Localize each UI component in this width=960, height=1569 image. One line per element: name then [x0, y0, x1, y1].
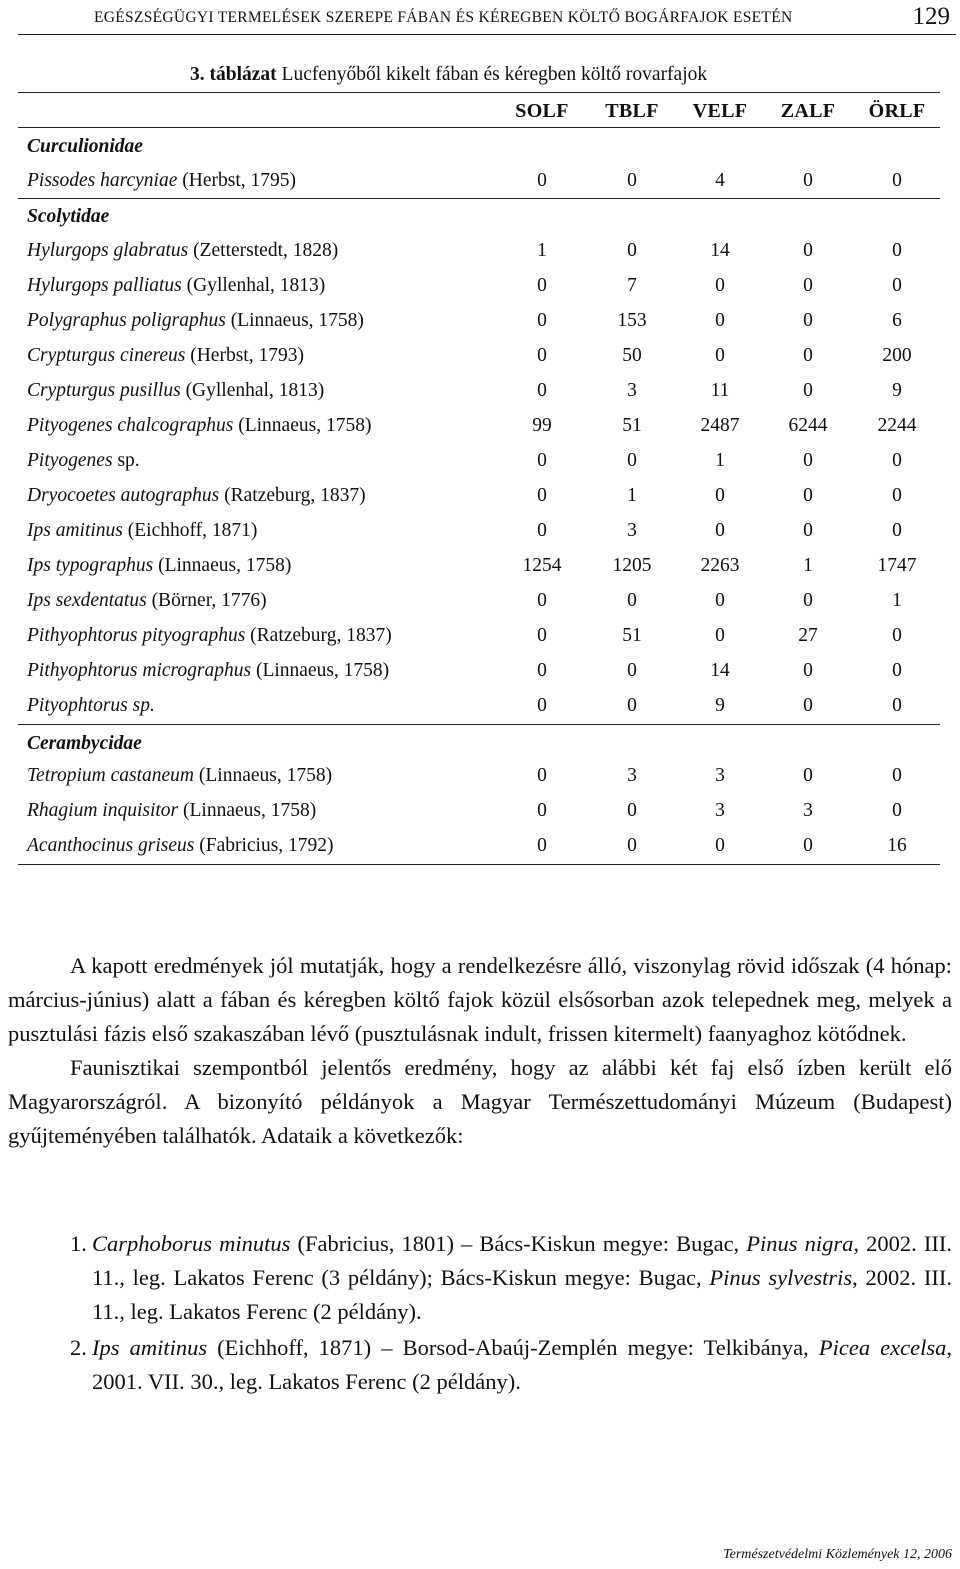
page-number: 129 — [912, 3, 950, 30]
value-cell: 51 — [622, 415, 642, 436]
taxon-name: Hylurgops glabratus — [27, 240, 189, 261]
value-cell: 0 — [715, 485, 725, 506]
species-cell — [27, 660, 389, 682]
value-cell: 0 — [803, 275, 813, 296]
taxon-name: Rhagium inquisitor — [27, 800, 179, 821]
value-cell: 0 — [537, 485, 547, 506]
taxon-author: (Fabricius, 1792) — [194, 835, 334, 856]
taxon-name: Hylurgops palliatus — [27, 275, 182, 296]
value-cell: 0 — [803, 240, 813, 261]
taxon-name: Ips sexdentatus — [27, 590, 147, 611]
table-row — [27, 450, 947, 480]
list-item — [8, 1227, 952, 1329]
value-cell: 7 — [627, 275, 637, 296]
value-cell: 0 — [892, 695, 902, 716]
value-cell: 0 — [715, 590, 725, 611]
list-item — [8, 1331, 952, 1399]
value-cell: 0 — [803, 380, 813, 401]
value-cell: 0 — [627, 800, 637, 821]
results-paragraph — [8, 949, 952, 1153]
taxon-author: (Ratzeburg, 1837) — [245, 625, 392, 646]
table-row — [27, 555, 947, 585]
taxon-name: Crypturgus pusillus — [27, 380, 181, 401]
taxon-author: (Linnaeus, 1758) — [251, 660, 390, 681]
value-cell: 0 — [892, 240, 902, 261]
value-cell: 0 — [537, 835, 547, 856]
value-cell: 0 — [537, 800, 547, 821]
value-cell: 0 — [803, 170, 813, 191]
value-cell: 51 — [622, 625, 642, 646]
record-text: (Eichhoff, 1871) – Borsod-Abaúj-Zemplén megye: Telkibánya, — [207, 1335, 819, 1360]
value-cell: 0 — [715, 835, 725, 856]
taxon-author: (Eichhoff, 1871) — [122, 520, 258, 541]
family-heading-cerambycidae: Cerambycidae — [27, 733, 142, 754]
record-text: , 2002. III. 11., leg. Lakatos Ferenc (2 példány). — [92, 1265, 952, 1324]
list-number: 1. — [70, 1231, 87, 1256]
value-cell: 0 — [715, 520, 725, 541]
table-row — [27, 625, 947, 655]
value-cell: 0 — [537, 450, 547, 471]
value-cell: 0 — [715, 345, 725, 366]
species-cell — [27, 345, 304, 367]
taxon-name: Tetropium castaneum — [27, 765, 195, 786]
family-heading-curculionidae: Curculionidae — [27, 136, 143, 157]
table-number: 3. táblázat — [190, 64, 277, 85]
table-row — [27, 310, 947, 340]
host-name: Pinus nigra — [746, 1231, 854, 1256]
value-cell: 50 — [622, 345, 642, 366]
taxon-name: Polygraphus poligraphus — [27, 310, 226, 331]
value-cell: 0 — [803, 835, 813, 856]
journal-footer: Természetvédelmi Közlemények 12, 2006 — [723, 1547, 952, 1562]
species-cell — [27, 800, 316, 822]
taxon-author: (Linnaeus, 1758) — [153, 555, 292, 576]
value-cell: 1 — [627, 485, 637, 506]
taxon-name: Pityogenes chalcographus — [27, 415, 234, 436]
value-cell: 9 — [715, 695, 725, 716]
species-cell — [27, 625, 392, 647]
table-row — [27, 695, 947, 725]
table-row — [27, 275, 947, 305]
host-name: Picea excelsa — [818, 1335, 947, 1360]
value-cell: 3 — [803, 800, 813, 821]
value-cell: 1747 — [877, 555, 917, 576]
value-cell: 6 — [892, 310, 902, 331]
column-header-orlf: ÖRLF — [868, 100, 926, 122]
value-cell: 2263 — [700, 555, 740, 576]
taxon-name: Pithyophtorus micrographus — [27, 660, 252, 681]
species-name: Ips amitinus — [92, 1335, 208, 1360]
value-cell: 0 — [627, 450, 637, 471]
value-cell: 0 — [803, 345, 813, 366]
value-cell: 0 — [803, 590, 813, 611]
species-cell — [27, 765, 332, 787]
value-cell: 99 — [532, 415, 552, 436]
paragraph-text: Faunisztikai szempontból jelentős eredmény, hogy az alábbi két faj első ízben került elő Magyarországról. A bizonyító példányok a Magyar Természettudományi Múzeum (Budapest) gyűjteményében találhatók. Adataik a következők: — [8, 1055, 952, 1148]
list-number: 2. — [70, 1335, 87, 1360]
value-cell: 0 — [537, 520, 547, 541]
value-cell: 0 — [803, 485, 813, 506]
taxon-name: Acanthocinus griseus — [27, 835, 195, 856]
table-row — [27, 170, 947, 200]
host-name: Pinus sylvestris — [709, 1265, 853, 1290]
value-cell: 3 — [627, 520, 637, 541]
value-cell: 0 — [803, 660, 813, 681]
value-cell: 0 — [537, 765, 547, 786]
column-header-zalf: ZALF — [780, 100, 836, 122]
value-cell: 9 — [892, 380, 902, 401]
table-row — [27, 800, 947, 830]
table-row — [27, 520, 947, 550]
value-cell: 14 — [710, 240, 730, 261]
running-header — [18, 3, 956, 35]
taxon-author: (Zetterstedt, 1828) — [188, 240, 339, 261]
value-cell: 2487 — [700, 415, 740, 436]
value-cell: 0 — [803, 450, 813, 471]
species-cell — [27, 240, 338, 262]
taxon-name: Ips typographus — [27, 555, 154, 576]
table-row — [27, 660, 947, 690]
value-cell: 0 — [892, 625, 902, 646]
value-cell: 3 — [627, 765, 637, 786]
value-cell: 0 — [627, 660, 637, 681]
value-cell: 0 — [627, 695, 637, 716]
species-cell — [27, 450, 140, 472]
value-cell: 0 — [627, 170, 637, 191]
taxon-name: Crypturgus cinereus — [27, 345, 186, 366]
column-header-solf: SOLF — [515, 100, 569, 122]
value-cell: 0 — [892, 800, 902, 821]
species-cell — [27, 520, 257, 542]
taxon-author: (Gyllenhal, 1813) — [180, 380, 325, 401]
value-cell: 0 — [537, 695, 547, 716]
table-row — [27, 835, 947, 865]
value-cell: 6244 — [788, 415, 828, 436]
value-cell: 0 — [892, 170, 902, 191]
value-cell: 0 — [892, 485, 902, 506]
value-cell: 27 — [798, 625, 818, 646]
taxon-name: Dryocoetes autographus — [27, 485, 220, 506]
species-cell — [27, 695, 155, 717]
record-list — [8, 1227, 952, 1399]
species-cell — [27, 835, 334, 857]
taxon-name: Pityogenes — [27, 450, 113, 471]
column-header-tblf: TBLF — [605, 100, 659, 122]
table-row — [27, 485, 947, 515]
running-title: EGÉSZSÉGÜGYI TERMELÉSEK SZEREPE FÁBAN ÉS KÉREGBEN KÖLTŐ BOGÁRFAJOK ESETÉN — [94, 9, 793, 26]
table-row — [27, 345, 947, 375]
table-caption — [190, 64, 707, 86]
value-cell: 3 — [627, 380, 637, 401]
species-name: Carphoborus minutus — [92, 1231, 291, 1256]
value-cell: 0 — [892, 450, 902, 471]
value-cell: 0 — [537, 310, 547, 331]
value-cell: 1205 — [612, 555, 652, 576]
value-cell: 1 — [715, 450, 725, 471]
taxon-author: (Herbst, 1793) — [185, 345, 304, 366]
value-cell: 0 — [892, 275, 902, 296]
value-cell: 0 — [537, 170, 547, 191]
value-cell: 2244 — [877, 415, 917, 436]
value-cell: 16 — [887, 835, 907, 856]
column-header-velf: VELF — [692, 100, 748, 122]
table-row — [27, 380, 947, 410]
value-cell: 0 — [537, 275, 547, 296]
value-cell: 0 — [627, 590, 637, 611]
taxon-author: (Linnaeus, 1758) — [225, 310, 364, 331]
table-row — [27, 765, 947, 795]
value-cell: 0 — [715, 310, 725, 331]
value-cell: 0 — [803, 695, 813, 716]
header-rule — [18, 127, 940, 128]
value-cell: 0 — [537, 625, 547, 646]
value-cell: 3 — [715, 800, 725, 821]
record-text: , 2002. III. 11., leg. Lakatos Ferenc (3 példány); Bács-Kiskun megye: Bugac, — [92, 1231, 952, 1290]
taxon-name: Ips amitinus — [27, 520, 123, 541]
taxon-author: (Herbst, 1795) — [177, 170, 296, 191]
value-cell: 1 — [803, 555, 813, 576]
species-cell — [27, 555, 291, 577]
taxon-author: (Börner, 1776) — [146, 590, 267, 611]
record-text: , 2001. VII. 30., leg. Lakatos Ferenc (2 példány). — [92, 1335, 953, 1394]
paragraph-text: A kapott eredmények jól mutatják, hogy a rendelkezésre álló, viszonylag rövid időszak (4 hónap: március-június) alatt a fában és kéregben költő fajok közül elsősorban azok telepednek meg, melyek a pusztulási fázis első szakaszában lévő (pusztulásnak indult, frissen kitermelt) faanyaghoz kötődnek. — [8, 953, 952, 1046]
record-text: (Fabricius, 1801) – Bács-Kiskun megye: Bugac, — [290, 1231, 747, 1256]
value-cell: 1 — [537, 240, 547, 261]
value-cell: 0 — [892, 520, 902, 541]
value-cell: 0 — [537, 380, 547, 401]
value-cell: 3 — [715, 765, 725, 786]
taxon-author: (Linnaeus, 1758) — [178, 800, 317, 821]
value-cell: 4 — [715, 170, 725, 191]
taxon-author: (Linnaeus, 1758) — [233, 415, 372, 436]
species-cell — [27, 415, 371, 437]
taxon-author: (Ratzeburg, 1837) — [219, 485, 366, 506]
table-top-rule — [18, 92, 940, 93]
taxon-name: Pityophtorus sp. — [27, 695, 155, 716]
value-cell: 0 — [803, 765, 813, 786]
table-row — [27, 590, 947, 620]
value-cell: 0 — [537, 660, 547, 681]
value-cell: 0 — [537, 345, 547, 366]
value-cell: 0 — [803, 310, 813, 331]
species-cell — [27, 310, 364, 332]
value-cell: 0 — [627, 835, 637, 856]
taxon-author: (Linnaeus, 1758) — [194, 765, 333, 786]
taxon-author: sp. — [112, 450, 140, 471]
taxon-name: Pithyophtorus pityographus — [27, 625, 246, 646]
value-cell: 0 — [715, 625, 725, 646]
table-row — [27, 240, 947, 270]
family-heading-scolytidae: Scolytidae — [27, 206, 110, 227]
taxon-author: (Gyllenhal, 1813) — [181, 275, 326, 296]
value-cell: 200 — [882, 345, 912, 366]
table-row — [27, 415, 947, 445]
value-cell: 1 — [892, 590, 902, 611]
value-cell: 0 — [715, 275, 725, 296]
value-cell: 0 — [803, 520, 813, 541]
value-cell: 11 — [710, 380, 730, 401]
species-cell — [27, 275, 325, 297]
value-cell: 14 — [710, 660, 730, 681]
value-cell: 0 — [627, 240, 637, 261]
value-cell: 0 — [892, 660, 902, 681]
species-cell — [27, 380, 324, 402]
value-cell: 153 — [617, 310, 647, 331]
species-cell — [27, 485, 366, 507]
value-cell: 0 — [892, 765, 902, 786]
value-cell: 0 — [537, 590, 547, 611]
value-cell: 1254 — [522, 555, 562, 576]
species-cell — [27, 170, 296, 192]
species-cell — [27, 590, 267, 612]
table-caption-text: Lucfenyőből kikelt fában és kéregben költő rovarfajok — [276, 64, 708, 85]
taxon-name: Pissodes harcyniae — [27, 170, 178, 191]
